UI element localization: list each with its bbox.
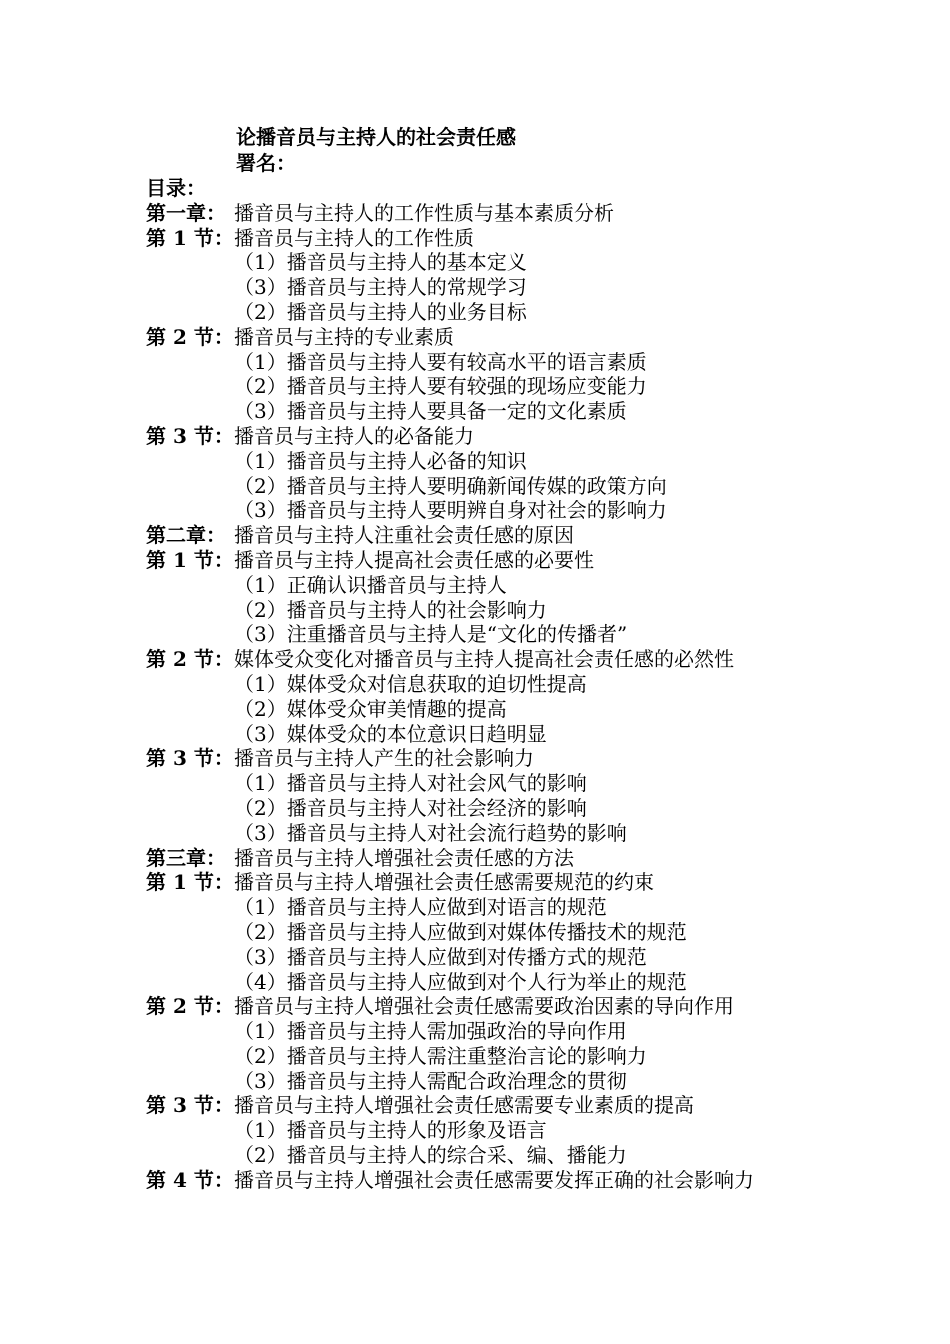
toc-item: （2）播音员与主持人对社会经济的影响 (234, 795, 587, 820)
chapter-2-title: 播音员与主持人注重社会责任感的原因 (234, 523, 574, 548)
chapter-3-title: 播音员与主持人增强社会责任感的方法 (234, 845, 574, 870)
toc-item: （3）播音员与主持人的常规学习 (234, 275, 527, 300)
signature-label: 署名： (236, 151, 296, 175)
section-label: 第 2 节： (146, 324, 234, 349)
toc-item: （3）媒体受众的本位意识日趋明显 (234, 721, 547, 746)
section-title: 播音员与主持人增强社会责任感需要政治因素的导向作用 (234, 994, 734, 1019)
section-title: 播音员与主持人产生的社会影响力 (234, 746, 534, 771)
section-heading (146, 994, 826, 1019)
section-heading (146, 870, 826, 895)
section-heading (146, 424, 826, 449)
toc-item: （2）媒体受众审美情趣的提高 (234, 696, 507, 721)
chapter-1-heading (146, 201, 826, 226)
section-label: 第 2 节： (146, 647, 234, 672)
toc-item: （3）播音员与主持人对社会流行趋势的影响 (234, 820, 627, 845)
toc-item: （2）播音员与主持人要有较强的现场应变能力 (234, 374, 647, 399)
section-label: 第 3 节： (146, 423, 234, 448)
chapter-3-heading (146, 846, 826, 871)
section-label: 第 1 节： (146, 547, 234, 572)
toc-label: 目录： (146, 176, 206, 200)
toc-item: （2）播音员与主持人的业务目标 (234, 299, 527, 324)
title-block (236, 124, 516, 176)
section-heading (146, 226, 826, 251)
toc-item: （1）播音员与主持人的基本定义 (234, 250, 527, 275)
section-title: 播音员与主持的专业素质 (234, 324, 454, 349)
section-title: 播音员与主持人增强社会责任感需要专业素质的提高 (234, 1093, 694, 1118)
chapter-2-heading (146, 523, 826, 548)
section-label: 第 4 节： (146, 1167, 234, 1192)
toc-item: （3）播音员与主持人应做到对传播方式的规范 (234, 944, 647, 969)
toc-item: （2）播音员与主持人应做到对媒体传播技术的规范 (234, 919, 687, 944)
chapter-2-label: 第二章： (146, 523, 226, 548)
toc-item: （1）播音员与主持人对社会风气的影响 (234, 771, 587, 796)
chapter-3-label: 第三章： (146, 845, 226, 870)
toc-item: （1）播音员与主持人的形象及语言 (234, 1118, 547, 1143)
toc-item: （2）播音员与主持人需注重整治言论的影响力 (234, 1043, 647, 1068)
section-heading (146, 325, 826, 350)
section-title: 播音员与主持人的工作性质 (234, 225, 474, 250)
toc-item: （2）播音员与主持人的综合采、编、播能力 (234, 1143, 627, 1168)
chapter-1-title: 播音员与主持人的工作性质与基本素质分析 (234, 200, 614, 225)
section-title: 媒体受众变化对播音员与主持人提高社会责任感的必然性 (234, 647, 734, 672)
toc-item: （3）播音员与主持人要明辨自身对社会的影响力 (234, 498, 667, 523)
section-heading (146, 647, 826, 672)
toc-item: （2）播音员与主持人要明确新闻传媒的政策方向 (234, 473, 667, 498)
toc-item: （3）播音员与主持人需配合政治理念的贯彻 (234, 1068, 627, 1093)
toc-item: （3）播音员与主持人要具备一定的文化素质 (234, 399, 627, 424)
toc-item: （1）正确认识播音员与主持人 (234, 572, 507, 597)
section-label: 第 1 节： (146, 225, 234, 250)
toc-item: （1）媒体受众对信息获取的迫切性提高 (234, 671, 587, 696)
section-title: 播音员与主持人增强社会责任感需要规范的约束 (234, 870, 654, 895)
section-label: 第 3 节： (146, 1093, 234, 1118)
section-label: 第 1 节： (146, 870, 234, 895)
section-heading (146, 548, 826, 573)
section-label: 第 3 节： (146, 746, 234, 771)
toc-item: （1）播音员与主持人应做到对语言的规范 (234, 895, 607, 920)
section-label: 第 2 节： (146, 994, 234, 1019)
section-heading (146, 746, 826, 771)
toc-item: （1）播音员与主持人需加强政治的导向作用 (234, 1019, 627, 1044)
section-heading (146, 1168, 826, 1193)
toc-item: （3）注重播音员与主持人是“文化的传播者” (234, 622, 628, 647)
table-of-contents (146, 176, 826, 1193)
section-title: 播音员与主持人提高社会责任感的必要性 (234, 547, 594, 572)
section-title: 播音员与主持人增强社会责任感需要发挥正确的社会影响力 (234, 1167, 754, 1192)
toc-item: （1）播音员与主持人要有较高水平的语言素质 (234, 349, 647, 374)
section-heading (146, 1093, 826, 1118)
chapter-1-label: 第一章： (146, 200, 226, 225)
toc-item: （1）播音员与主持人必备的知识 (234, 448, 527, 473)
toc-item: （4）播音员与主持人应做到对个人行为举止的规范 (234, 969, 687, 994)
document-title: 论播音员与主持人的社会责任感 (236, 125, 516, 149)
toc-item: （2）播音员与主持人的社会影响力 (234, 597, 547, 622)
section-title: 播音员与主持人的必备能力 (234, 423, 474, 448)
